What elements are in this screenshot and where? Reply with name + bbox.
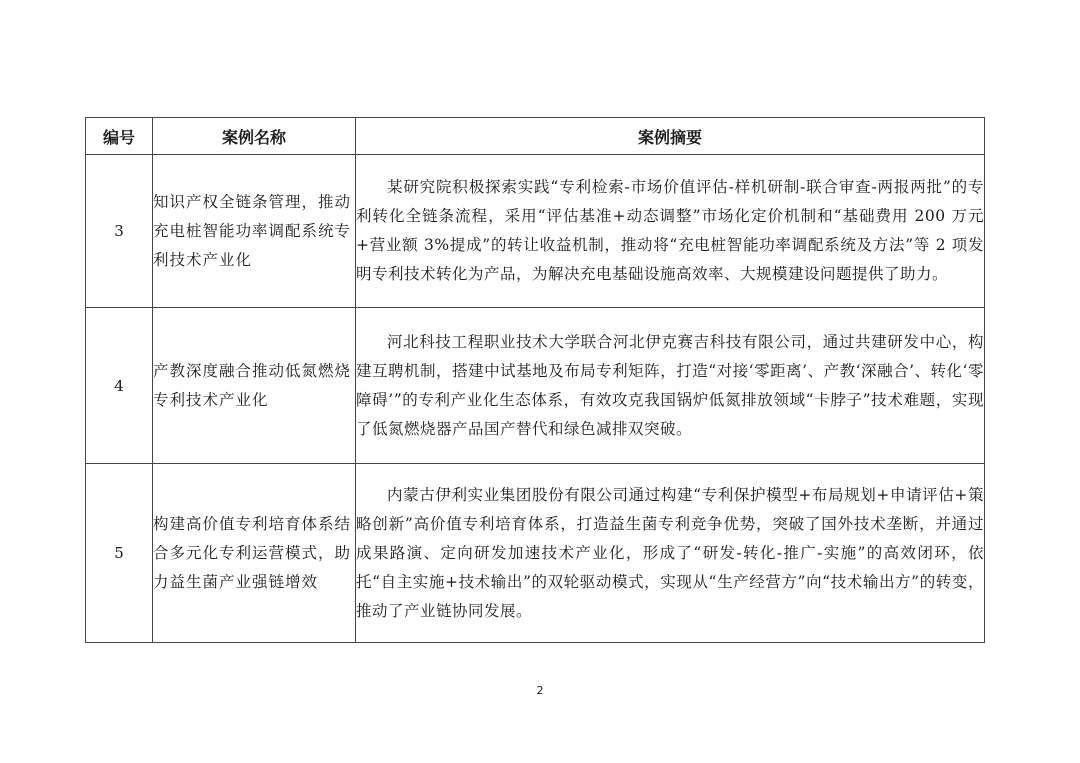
header-case-name: 案例名称 (153, 118, 356, 155)
table-row (86, 155, 985, 308)
case-number: 5 (86, 464, 153, 643)
case-name: 知识产权全链条管理，推动充电桩智能功率调配系统专利技术产业化 (153, 155, 356, 308)
case-summary: 内蒙古伊利实业集团股份有限公司通过构建“专利保护模型+布局规划+申请评估+策略创新”高价值专利培育体系，打造益生菌专利竞争优势，突破了国外技术垄断，并通过成果路演、定向研发加速技术产业化，形成了“研发-转化-推广-实施”的高效闭环，依托“自主实施+技术输出”的双轮驱动模式，实现从“生产经营方”向“技术输出方”的转变，推动了产业链协同发展。 (356, 464, 985, 643)
page-number: 2 (536, 684, 544, 697)
header-number: 编号 (86, 118, 153, 155)
header-row (86, 118, 985, 155)
header-case-summary: 案例摘要 (356, 118, 985, 155)
case-summary: 某研究院积极探索实践“专利检索-市场价值评估-样机研制-联合审查-两报两批”的专利转化全链条流程，采用“评估基准+动态调整”市场化定价机制和“基础费用 200 万元+营业额 3%提成”的转让收益机制，推动将“充电桩智能功率调配系统及方法”等 2 项发明专利技术转化为产品，为解决充电基础设施高效率、大规模建设问题提供了助力。 (356, 155, 985, 308)
table-row (86, 308, 985, 464)
case-number: 4 (86, 308, 153, 464)
table-body (86, 155, 985, 643)
table-row (86, 464, 985, 643)
case-name: 产教深度融合推动低氮燃烧专利技术产业化 (153, 308, 356, 464)
case-summary: 河北科技工程职业技术大学联合河北伊克赛吉科技有限公司，通过共建研发中心，构建互聘机制，搭建中试基地及布局专利矩阵，打造“对接‘零距离’、产教‘深融合’、转化‘零障碍’”的专利产业化生态体系，有效攻克我国锅炉低氮排放领域“卡脖子”技术难题，实现了低氮燃烧器产品国产替代和绿色减排双突破。 (356, 308, 985, 464)
case-name: 构建高价值专利培育体系结合多元化专利运营模式，助力益生菌产业强链增效 (153, 464, 356, 643)
case-number: 3 (86, 155, 153, 308)
table-header (86, 118, 985, 155)
case-table (85, 117, 985, 643)
